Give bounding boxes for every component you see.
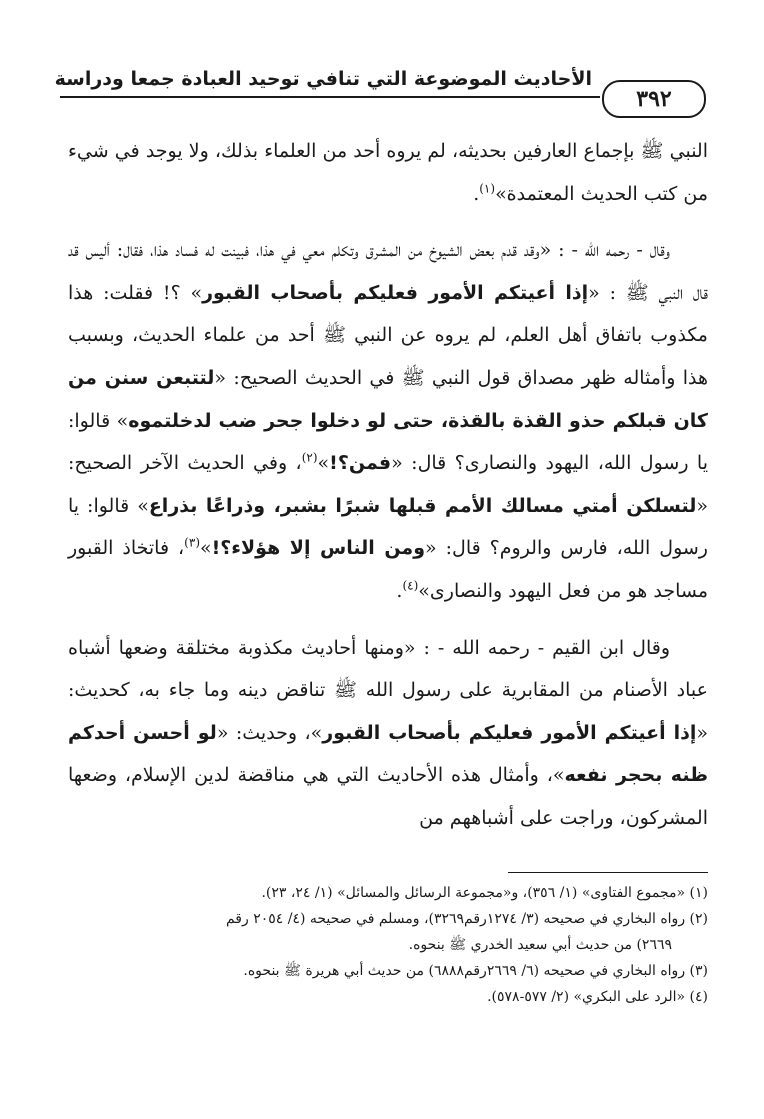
paragraph-3-text-b: »، وحديث: « [216,721,323,744]
paragraph-1-text: النبي ﷺ بإجماع العارفين بحديثه، لم يروه أحد من العلماء بذلك، ولا يوجد في شيء من كتب الحديث المعتمدة» [68,140,708,205]
hadith-quote-2: لتتبعن سنن من كان قبلكم حذو القذة بالقذة، حتى لو دخلوا جحر ضب لدخلتموه [68,366,708,432]
footnote-ref-1: (١) [479,181,496,196]
paragraph-2-text-d: » [317,452,330,475]
paragraph-2-text-h: ، فاتخاذ القبور مساجد هو من فعل اليهود والنصارى» [68,537,708,602]
hadith-quote-5: ومن الناس إلا هؤلاء؟! [211,537,426,560]
footnote-2: (٢) رواه البخاري في صحيحه (٣/ ١٢٧٤رقم٣٢٦٩)، ومسلم في صحيحه (٤/ ٢٠٥٤ رقم [225,911,708,927]
main-text [68,130,708,840]
paragraph-3 [68,627,708,840]
paragraph-3-text-a: وقال ابن القيم - رحمه الله - : «ومنها أحاديث مكذوبة مختلقة وضعها أشباه عباد الأصنام من المقابرية على رسول الله ﷺ تناقض دينه وما جاء به، كحديث: « [68,636,708,744]
paragraph-2-text-g: » [200,537,212,560]
footnotes [68,880,708,1010]
paragraph-3-text-c: »، وأمثال هذه الأحاديث التي هي مناقضة لدين الإسلام، وضعها المشركون، وراجت على أشباههم من [68,764,708,829]
page-number: ٣٩٢ [602,80,706,118]
footnote-ref-4: (٤) [402,578,419,593]
footnote-4: (٤) «الرد على البكري» (٢/ ٥٧٧-٥٧٨). [487,989,708,1005]
paragraph-2-text-b: » ؟! فقلت: هذا مكذوب باتفاق أهل العلم، لم يروه عن النبي ﷺ أحد من علماء الحديث، وبسبب هذا وأمثاله ظهر مصداق قول النبي ﷺ في الحديث الصحيح: « [68,281,708,389]
footnote-2-continuation: ٢٦٦٩) من حديث أبي سعيد الخدري ﷺ بنحوه. [408,937,672,953]
footnote-1: (١) «مجموع الفتاوى» (١/ ٣٥٦)، و«مجموعة الرسائل والمسائل» (١/ ٢٤، ٢٣). [261,885,708,901]
hadith-quote-4: لتسلكن أمتي مسالك الأمم قبلها شبرًا بشبر، وذراعًا بذراع [148,494,697,517]
paragraph-2-end: . [396,579,403,602]
paragraph-2 [68,229,708,612]
footnote-ref-2: (٢) [301,450,318,465]
paragraph-2-text-f: » قالوا: يا رسول الله، فارس والروم؟ قال: « [68,494,708,560]
hadith-quote-3: فمن؟! [329,452,392,475]
footnote-ref-3: (٣) [184,536,200,551]
running-header [54,62,710,120]
hadith-quote-1: إذا أعيتكم الأمور فعليكم بأصحاب القبور [202,281,589,304]
footnote-divider [508,872,708,873]
hadith-quote-7: لو أحسن أحدكم ظنه بحجر نفعه [68,721,708,787]
hadith-quote-6: إذا أعيتكم الأمور فعليكم بأصحاب القبور [322,721,697,744]
paragraph-2-text-c: » قالوا: يا رسول الله، اليهود والنصارى؟ قال: « [68,409,709,475]
paragraph-2-text-e: ، وفي الحديث الآخر الصحيح: « [68,452,708,517]
footnote-3: (٣) رواه البخاري في صحيحه (٦/ ٢٦٦٩رقم٦٨٨٨) من حديث أبي هريرة ﷺ بنحوه. [243,963,708,979]
header-rule [60,96,600,98]
paragraph-2-text-a: وقال - رحمه الله - : «وقد قدم بعض الشيوخ من المشرق وتكلم معي في هذا، فبينت له فساد هذا، فقال: أليس قد قال النبي ﷺ : « [68,239,708,304]
header-title: الأحاديث الموضوعة التي تنافي توحيد العبادة جمعا ودراسة [54,68,592,90]
paragraph-1 [68,130,708,215]
paragraph-1-end: . [473,182,480,205]
